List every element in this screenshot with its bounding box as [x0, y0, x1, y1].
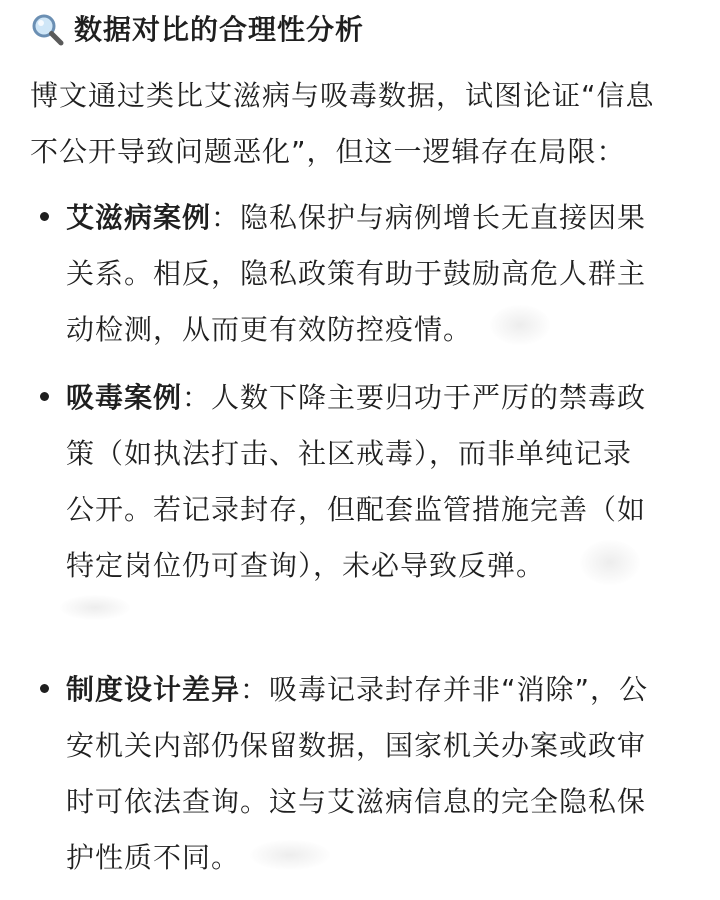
bullet-label: 吸毒案例 — [66, 381, 183, 414]
intro-line: 不公开导致问题恶化”，但这一逻辑存在局限： — [30, 135, 626, 168]
magnifier-icon — [30, 13, 64, 47]
bullet-text: 吸毒案例：人数下降主要归功于严厉的禁毒政 策（如执法打击、社区戒毒），而非单纯记录 公开。若记录封存，但配套监管措施完善（如 特定岗位仍可查询），未必导致反弹。 — [66, 381, 647, 582]
intro-paragraph — [30, 68, 690, 180]
bullet-label: 艾滋病案例 — [66, 201, 212, 234]
bullet-dot — [40, 392, 49, 401]
section-title: 数据对比的合理性分析 — [74, 13, 365, 46]
section-heading — [30, 10, 364, 50]
bullet-text: 制度设计差异：吸毒记录封存并非“消除”，公 安机关内部仍保留数据，国家机关办案或政审 时可依法查询。这与艾滋病信息的完全隐私保 护性质不同。 — [66, 673, 649, 874]
smudge-mark — [490, 305, 550, 345]
bullet-dot — [40, 684, 49, 693]
smudge-mark — [250, 840, 330, 870]
bullet-label: 制度设计差异 — [66, 673, 241, 706]
smudge-mark — [580, 540, 640, 585]
bullet-text: 艾滋病案例：隐私保护与病例增长无直接因果 关系。相反，隐私政策有助于鼓励高危人群主 动检测，从而更有效防控疫情。 — [66, 201, 647, 346]
bullet-dot — [40, 212, 49, 221]
intro-line: 博文通过类比艾滋病与吸毒数据，试图论证“信息 — [30, 79, 655, 112]
smudge-mark — [60, 595, 130, 620]
